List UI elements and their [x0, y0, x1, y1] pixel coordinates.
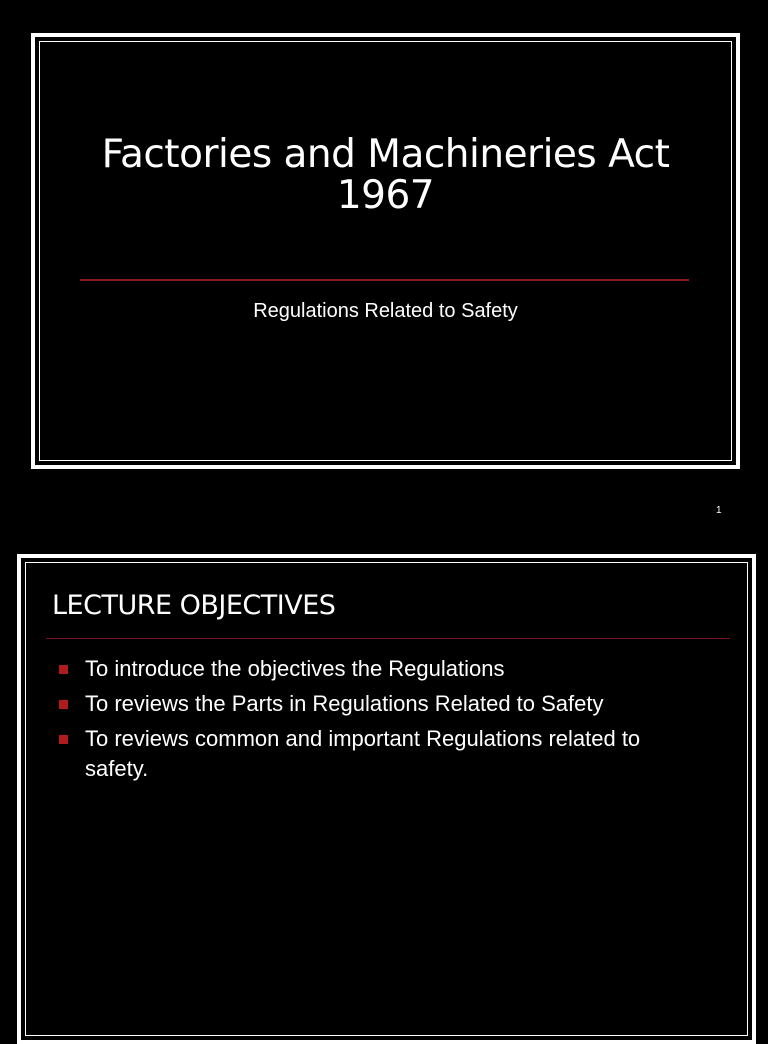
- objectives-list: [57, 654, 697, 789]
- list-item: [57, 724, 697, 784]
- slide-title-line-2: 1967: [336, 173, 435, 218]
- objectives-divider: [46, 638, 730, 639]
- objectives-heading: LECTURE OBJECTIVES: [52, 590, 336, 621]
- square-bullet-icon: [59, 735, 68, 744]
- slide-subtitle: Regulations Related to Safety: [253, 300, 518, 322]
- title-slide-inner-border: [39, 41, 732, 461]
- objectives-slide: [17, 554, 756, 1044]
- title-slide: [31, 33, 740, 469]
- page-number: 1: [716, 505, 722, 516]
- slide-title-line-1: Factories and Machineries Act: [101, 132, 670, 177]
- objectives-slide-inner-border: [25, 562, 748, 1036]
- list-item: [57, 654, 697, 684]
- list-item-text: To reviews common and important Regulations related to safety.: [85, 726, 641, 781]
- title-divider: [80, 279, 689, 281]
- list-item-text: To introduce the objectives the Regulations: [85, 656, 505, 681]
- square-bullet-icon: [59, 700, 68, 709]
- list-item: [57, 689, 697, 719]
- slide-title: [75, 134, 696, 216]
- square-bullet-icon: [59, 665, 68, 674]
- list-item-text: To reviews the Parts in Regulations Related to Safety: [85, 691, 604, 716]
